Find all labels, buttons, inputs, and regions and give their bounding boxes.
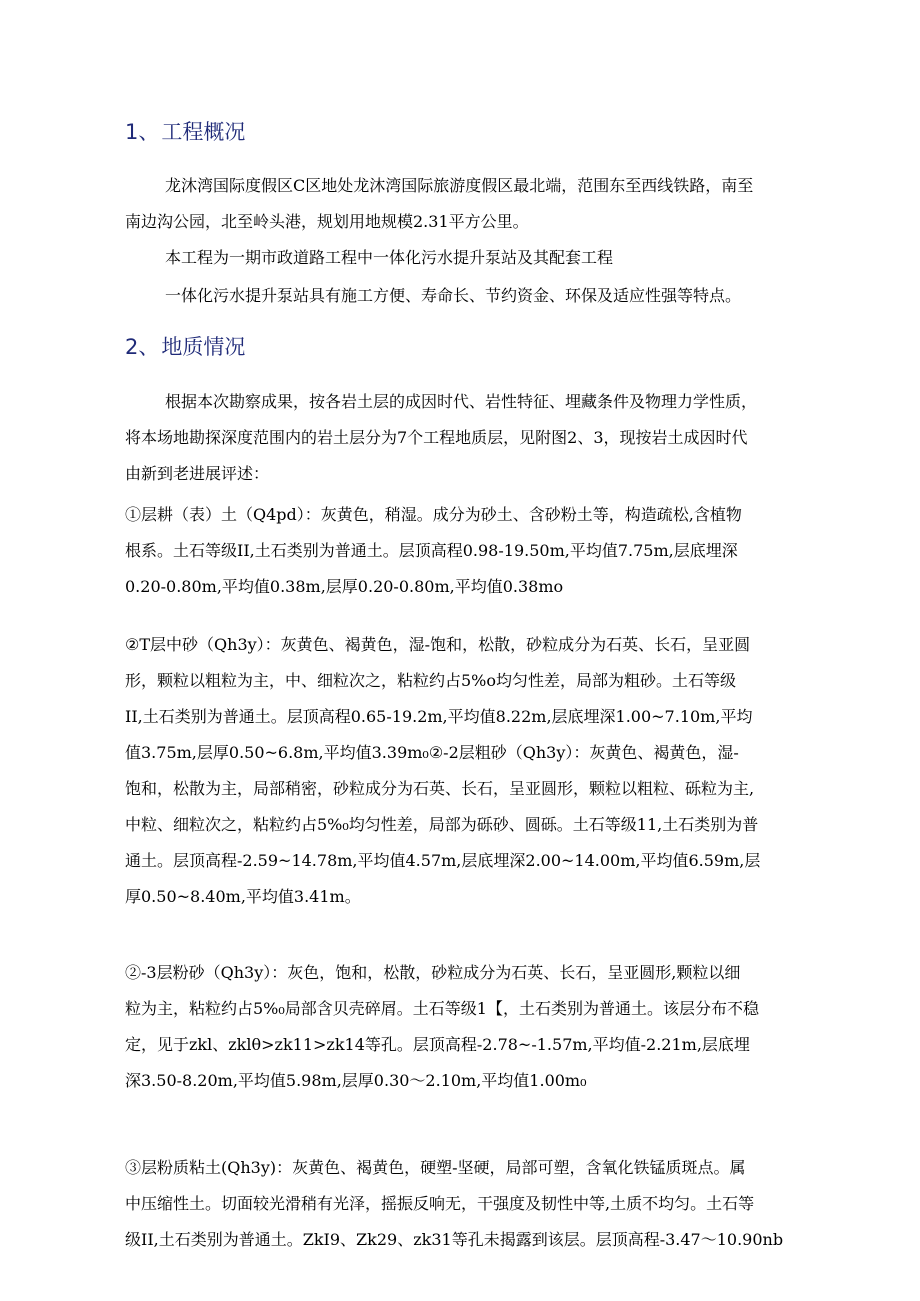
text-line: 深3.50-8.20m,平均值5.98m,层厚0.30～2.10m,平均值1.00m₀: [125, 1071, 587, 1090]
text-line: ①层耕（表）土（Q4pd）：灰黄色，稍湿。成分为砂土、含砂粉土等，构造疏松,含植物: [125, 505, 742, 524]
text-line: 粒为主，粘粒约占5%₀局部含贝壳碎屑。土石等级1【，土石类别为普通土。该层分布不稳: [125, 999, 759, 1018]
text-line: 由新到老进展评述：: [125, 464, 270, 483]
section-1-paragraph-1: [125, 168, 801, 240]
section-1-paragraph-2: [125, 240, 801, 276]
section-2-title: 地质情况: [161, 335, 246, 359]
text-line: 将本场地勘探深度范围内的岩土层分为7个工程地质层，见附图2、3，现按岩土成因时代: [125, 428, 748, 447]
text-line: 厚0.50~8.40m,平均值3.41m。: [125, 887, 361, 906]
text-line: 中粒、细粒次之，粘粒约占5%₀均匀性差，局部为砾砂、圆砾。土石等级11,土石类别为普: [125, 815, 759, 834]
section-2-number: 2、: [125, 335, 160, 359]
text-line: ②T层中砂（Qh3y）：灰黄色、褐黄色，湿-饱和，松散，砂粒成分为石英、长石，呈亚圆: [125, 635, 751, 654]
text-line: II,土石类别为普通土。层顶高程0.65-19.2m,平均值8.22m,层底埋深1.00~7.10m,平均: [125, 707, 753, 726]
layer-2-paragraph: [125, 627, 801, 915]
text-line: 值3.75m,层厚0.50~6.8m,平均值3.39m₀②-2层粗砂（Qh3y）：灰黄色、褐黄色，湿-: [125, 743, 739, 762]
text-line: 中压缩性土。切面较光滑稍有光泽，摇振反响无，干强度及韧性中等,土质不均匀。土石等: [125, 1194, 755, 1213]
section-1-heading: [125, 116, 245, 146]
text-line: 定，见于zkl、zklθ>zk11>zk14等孔。层顶高程-2.78~-1.57m,平均值-2.21m,层底埋: [125, 1035, 750, 1054]
text-line: ③层粉质粘土(Qh3y)：灰黄色、褐黄色，硬塑-坚硬，局部可塑，含氧化铁锰质斑点。属: [125, 1158, 746, 1177]
text-line: 本工程为一期市政道路工程中一体化污水提升泵站及其配套工程: [165, 248, 614, 267]
text-line: 根系。土石等级II,土石类别为普通土。层顶高程0.98-19.50m,平均值7.75m,层底埋深: [125, 541, 738, 560]
text-line: 一体化污水提升泵站具有施工方便、寿命长、节约资金、环保及适应性强等特点。: [165, 286, 742, 305]
text-line: 0.20-0.80m,平均值0.38m,层厚0.20-0.80m,平均值0.38mo: [125, 577, 564, 596]
text-line: 形，颗粒以粗粒为主，中、细粒次之，粘粒约占5%o均匀性差，局部为粗砂。土石等级: [125, 671, 737, 690]
section-2-heading: [125, 331, 245, 361]
layer-3-paragraph: [125, 955, 801, 1099]
text-line: 南边沟公园，北至岭头港，规划用地规模2.31平方公里。: [125, 212, 529, 231]
section-1-paragraph-3: [125, 278, 801, 314]
text-line: ②-3层粉砂（Qh3y）：灰色，饱和，松散，砂粒成分为石英、长石，呈亚圆形,颗粒以细: [125, 963, 741, 982]
text-line: 龙沐湾国际度假区C区地处龙沐湾国际旅游度假区最北端，范围东至西线铁路，南至: [165, 176, 754, 195]
section-1-title: 工程概况: [161, 120, 246, 144]
layer-4-paragraph: [125, 1150, 801, 1258]
layer-1-paragraph: [125, 497, 801, 605]
text-line: 通土。层顶高程-2.59~14.78m,平均值4.57m,层底埋深2.00~14.00m,平均值6.59m,层: [125, 851, 761, 870]
text-line: 级II,土石类别为普通土。ZkI9、Zk29、zk31等孔未揭露到该层。层顶高程-3.47～10.90nb: [125, 1230, 784, 1249]
text-line: 根据本次勘察成果，按各岩土层的成因时代、岩性特征、埋藏条件及物理力学性质，: [165, 392, 758, 411]
section-2-intro: [125, 384, 801, 492]
section-1-number: 1、: [125, 120, 160, 144]
text-line: 饱和，松散为主，局部稍密，砂粒成分为石英、长石，呈亚圆形，颗粒以粗粒、砾粒为主,: [125, 779, 755, 798]
